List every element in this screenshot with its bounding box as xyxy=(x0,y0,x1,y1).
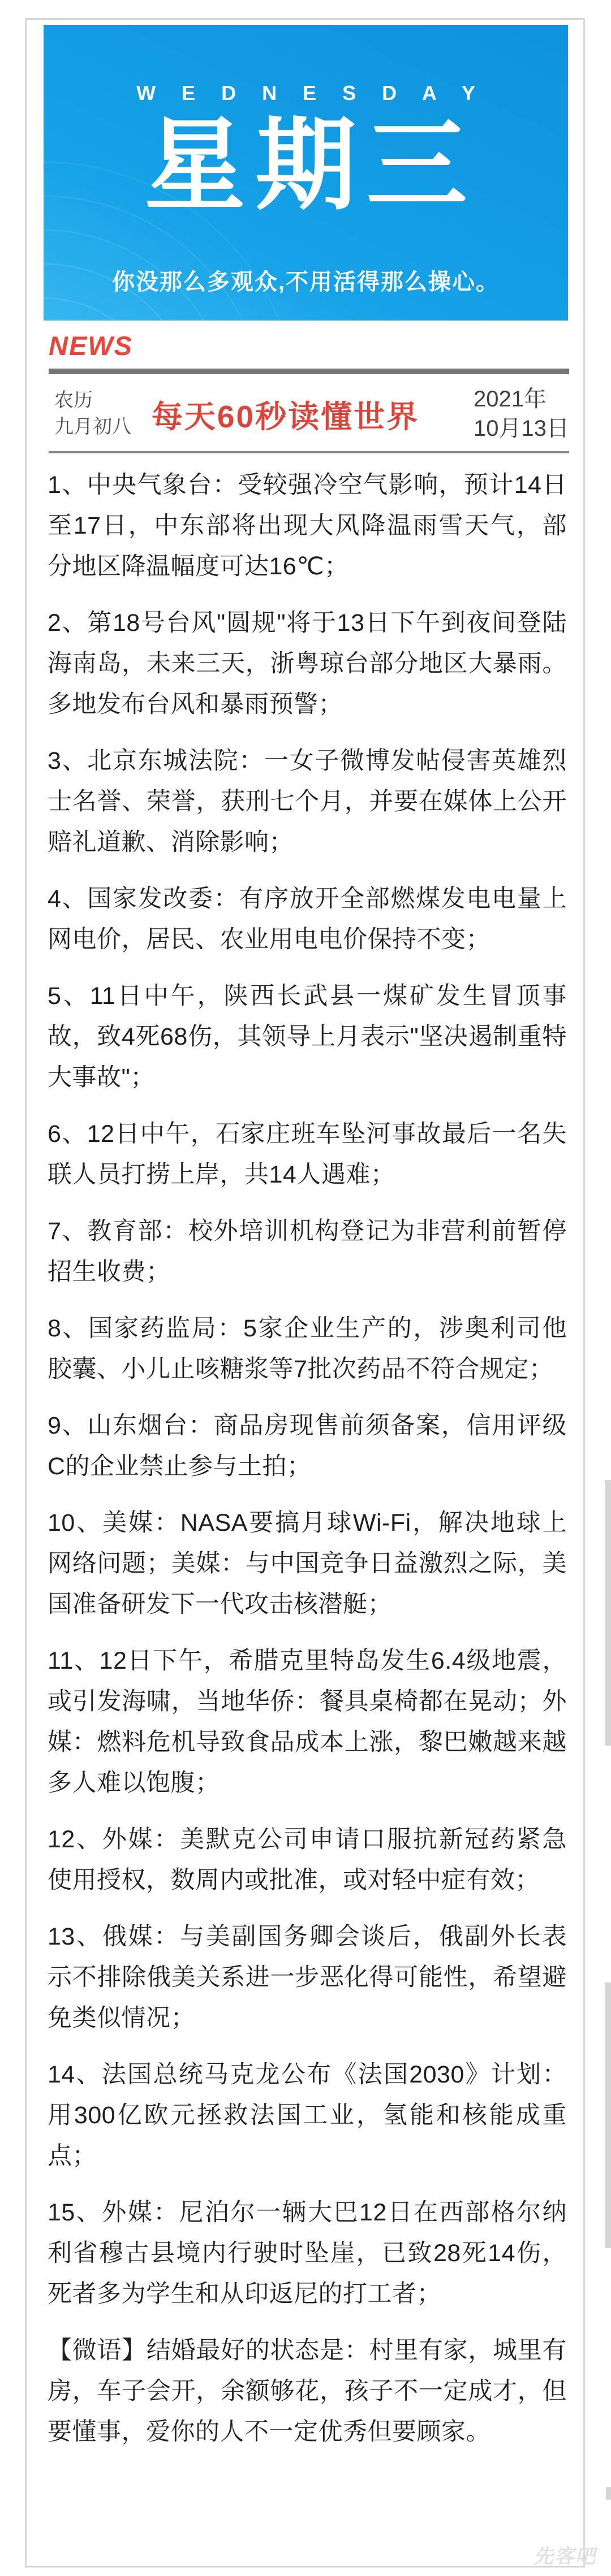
news-item-2: 2、第18号台风"圆规"将于13日下午到夜间登陆海南岛，未来三天，浙粤琼台部分地区大暴雨。多地发布台风和暴雨预警； xyxy=(48,609,567,718)
lunar-date xyxy=(49,387,131,440)
weekday-banner xyxy=(44,25,568,321)
news-item-11: 11、12日下午，希腊克里特岛发生6.4级地震，或引发海啸，当地华侨：餐具桌椅都在晃动；外媒：燃料危机导致食品成本上涨，黎巴嫩越来越多人难以饱腹； xyxy=(48,1647,567,1796)
lunar-date-line2: 九月初八 xyxy=(54,416,131,438)
daily-quote: 你没那么多观众,不用活得那么操心。 xyxy=(111,270,500,295)
news-item-5: 5、11日中午，陕西长武县一煤矿发生冒顶事故，致4死68伤，其领导上月表示"坚决遏制重特大事故"； xyxy=(48,982,567,1091)
news-item-9: 9、山东烟台：商品房现售前须备案，信用评级C的企业禁止参与土拍； xyxy=(48,1412,567,1480)
news-item-7: 7、教育部：校外培训机构登记为非营利前暂停招生收费； xyxy=(48,1218,567,1285)
news-section-label: NEWS xyxy=(49,331,133,361)
news-item-8: 8、国家药监局：5家企业生产的，涉奥利司他胶囊、小儿止咳糖浆等7批次药品不符合规定； xyxy=(48,1315,567,1383)
news-item-6: 6、12日中午，石家庄班车坠河事故最后一名失联人员打捞上岸，共14人遇难； xyxy=(48,1120,567,1188)
news-item-4: 4、国家发改委：有序放开全部燃煤发电电量上网电价，居民、农业用电电价保持不变； xyxy=(48,885,567,953)
masthead-divider-bottom xyxy=(49,451,569,453)
news-item-15: 15、外媒：尼泊尔一辆大巴12日在西部格尔纳利省穆古县境内行驶时坠崖，已致28死14伤，死者多为学生和从印返尼的打工者； xyxy=(48,2199,567,2307)
scrollbar-thumb-fragment-3[interactable] xyxy=(606,2487,611,2500)
gregorian-date-year: 2021年 xyxy=(474,387,547,412)
news-item-1: 1、中央气象台：受较强冷空气影响，预计14日至17日，中东部将出现大风降温雨雪天气，部分地区降温幅度可达16℃； xyxy=(48,471,567,580)
news-item-13: 13、俄媒：与美副国务卿会谈后，俄副外长表示不排除俄美关系进一步恶化得可能性，希望避免类似情况； xyxy=(48,1923,567,2032)
weekday-english-label: W E D N E S D A Y xyxy=(136,81,485,105)
weekday-chinese-title: 星期三 xyxy=(144,106,477,224)
digest-title: 每天60秒读懂世界 xyxy=(151,399,420,434)
masthead-date-row xyxy=(49,382,569,445)
scrollbar-thumb-fragment-1[interactable] xyxy=(605,1480,611,1746)
news-item-14: 14、法国总统马克龙公布《法国2030》计划：用300亿欧元拯救法国工业，氢能和核能成重点； xyxy=(48,2061,567,2170)
scrollbar-thumb-fragment-2[interactable] xyxy=(605,1982,611,2248)
news-item-12: 12、外媒：美默克公司申请口服抗新冠药紧急使用授权，数周内或批准，或对轻中症有效； xyxy=(48,1826,567,1894)
news-list xyxy=(48,465,567,2452)
news-item-3: 3、北京东城法院：一女子微博发帖侵害英雄烈士名誉、荣誉，获刑七个月，并要在媒体上公开赔礼道歉、消除影响； xyxy=(48,747,567,856)
gregorian-date xyxy=(474,384,569,443)
lunar-date-line1: 农历 xyxy=(54,389,93,411)
masthead-divider-top xyxy=(49,369,569,374)
news-item-10: 10、美媒：NASA要搞月球Wi-Fi，解决地球上网络问题；美媒：与中国竞争日益激烈之际，美国准备研发下一代攻击核潜艇； xyxy=(48,1509,567,1618)
watermark-label: 先客吧 xyxy=(533,2545,596,2568)
gregorian-date-day: 10月13日 xyxy=(474,416,569,441)
weiyu-note: 【微语】结婚最好的状态是：村里有家，城里有房，车子会开，余额够花，孩子不一定成才，但要懂事，爱你的人不一定优秀但要顾家。 xyxy=(48,2337,567,2445)
